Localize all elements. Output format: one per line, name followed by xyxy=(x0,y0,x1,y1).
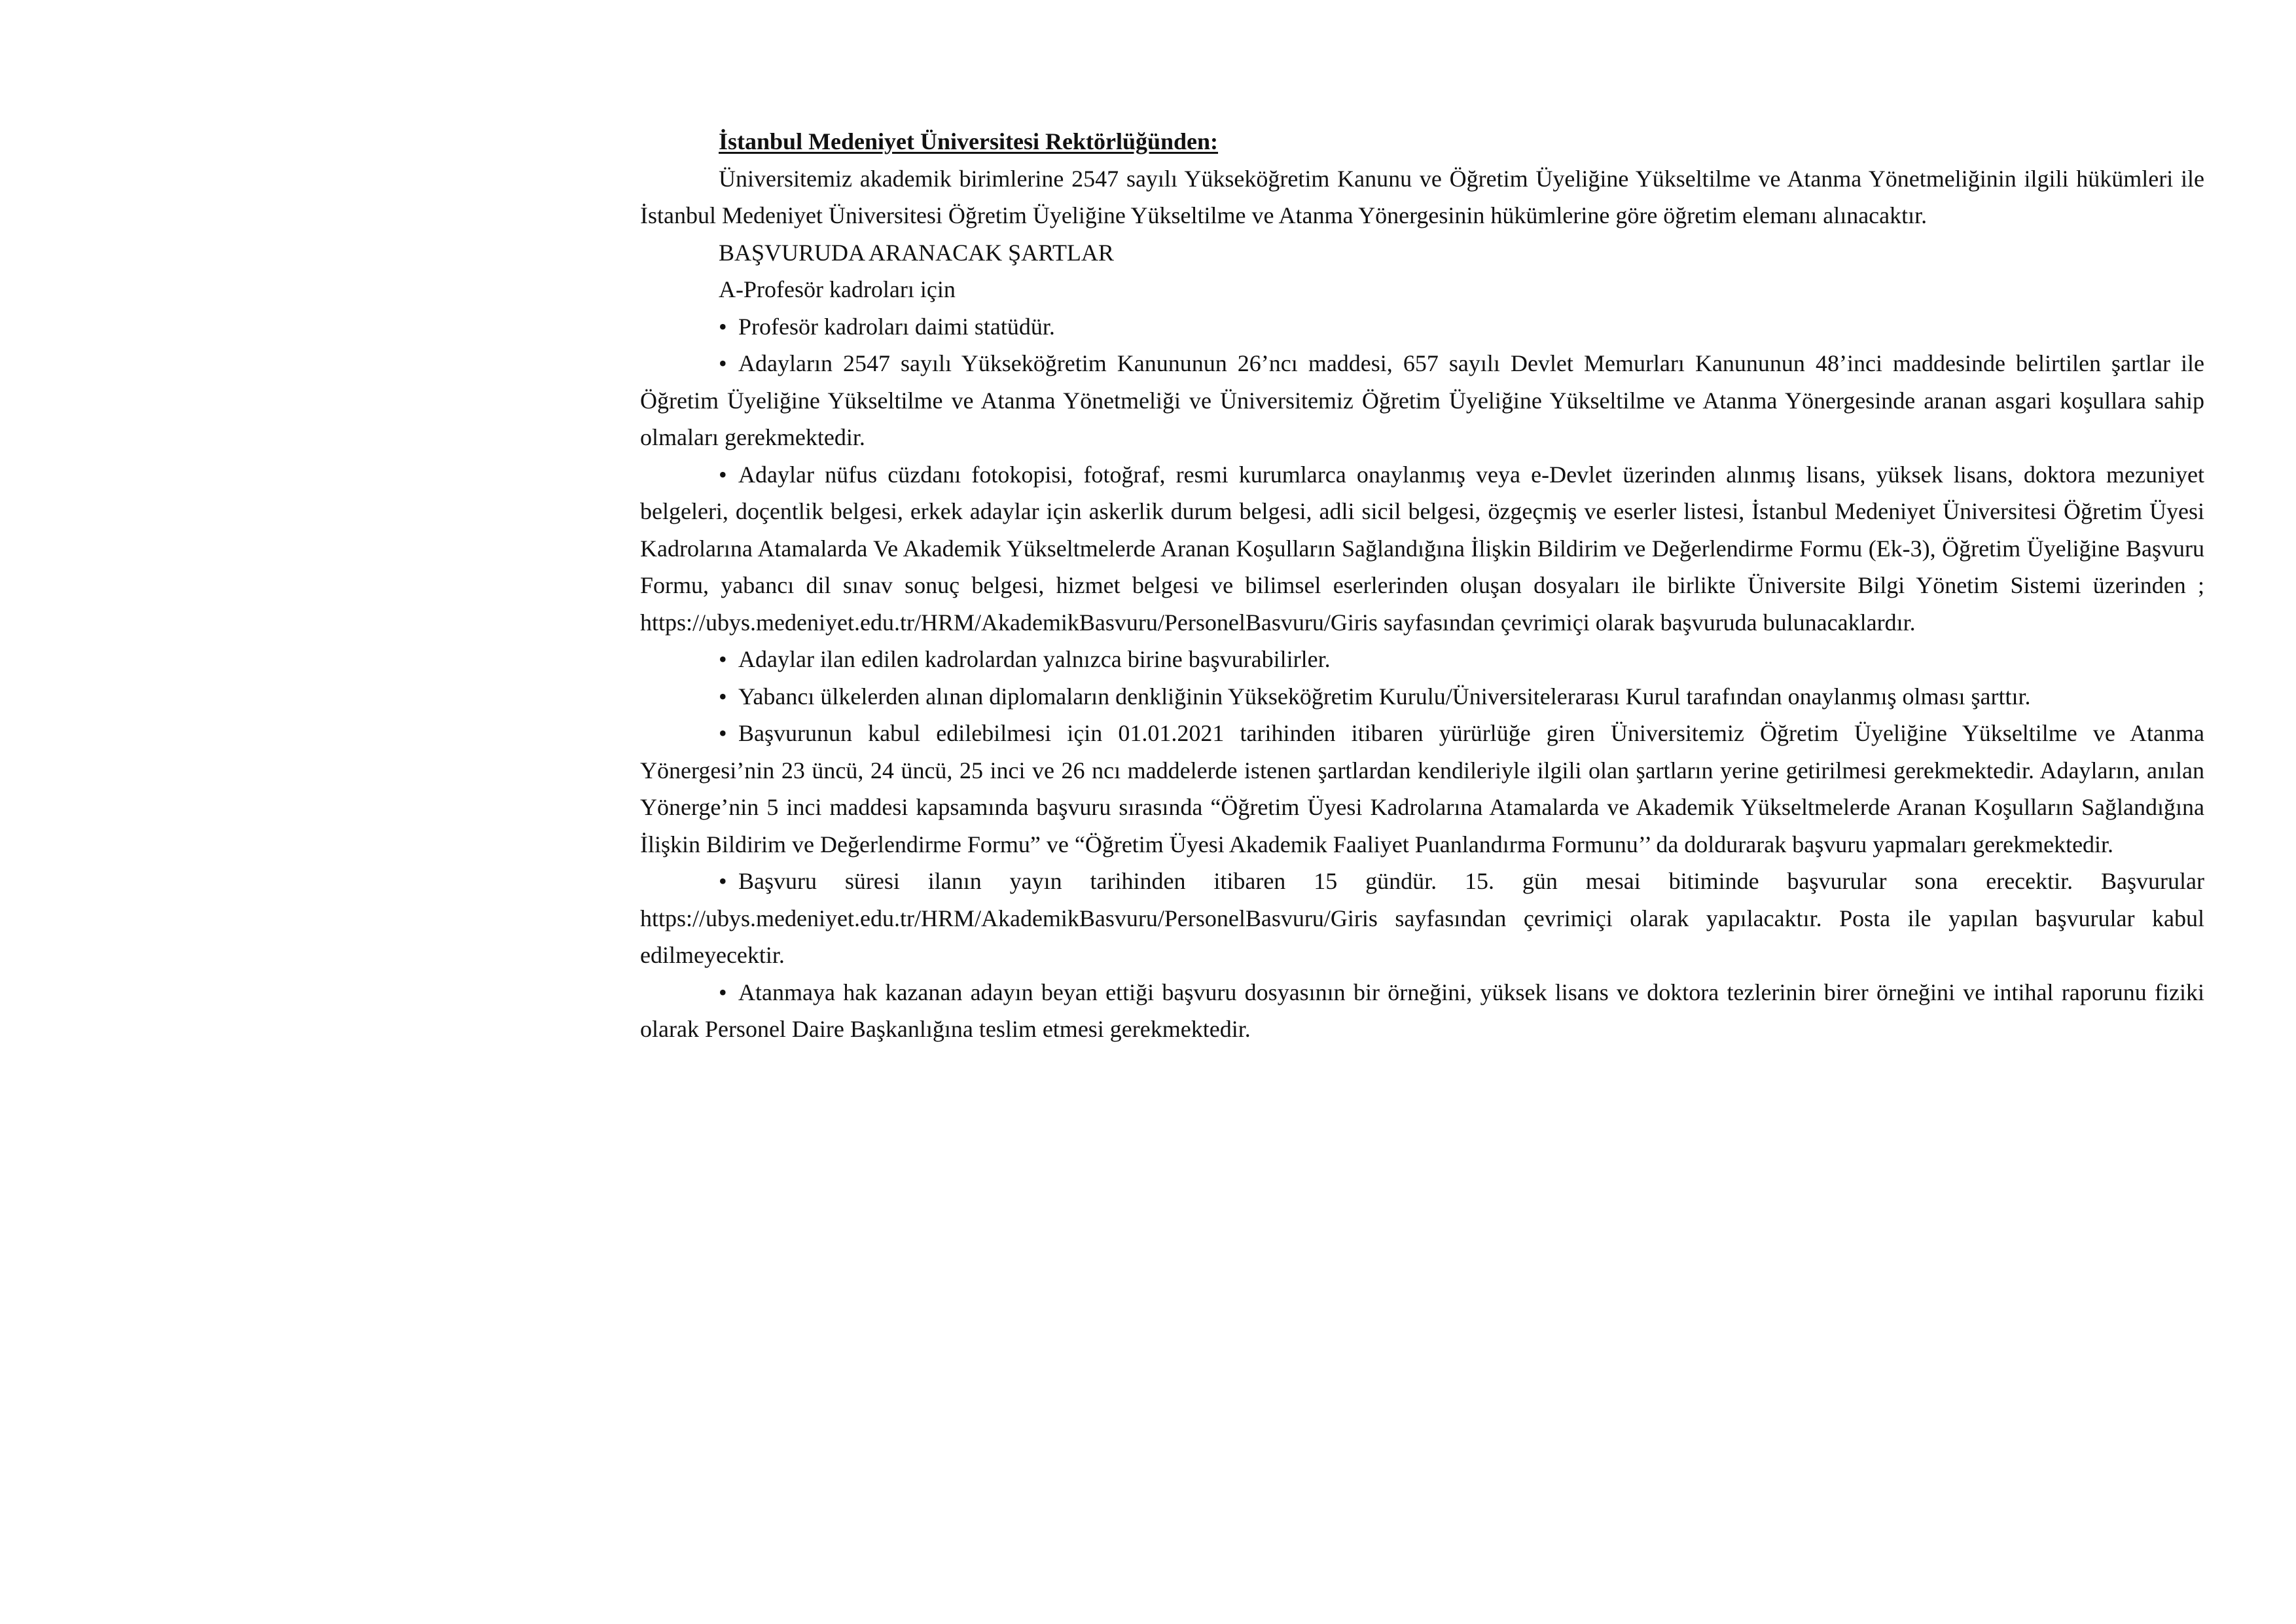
section-title: BAŞVURUDA ARANACAK ŞARTLAR xyxy=(719,239,1114,266)
bullet-item xyxy=(640,678,2204,715)
bullet-item xyxy=(640,863,2204,974)
document-page xyxy=(640,123,2204,1048)
subsection-title: A-Profesör kadroları için xyxy=(719,276,956,302)
bullet-icon: • xyxy=(719,683,727,710)
bullet-item xyxy=(640,641,2204,678)
bullet-icon: • xyxy=(719,868,727,894)
bullet-item xyxy=(640,345,2204,456)
bullet-item xyxy=(640,974,2204,1048)
bullet-icon: • xyxy=(719,646,727,672)
document-heading: İstanbul Medeniyet Üniversitesi Rektörlüğünden: xyxy=(719,128,1219,154)
bullet-icon: • xyxy=(719,313,727,340)
bullet-text: Adayların 2547 sayılı Yükseköğretim Kanununun 26’ncı maddesi, 657 sayılı Devlet Memurları Kanununun 48’inci maddesinde belirtilen şartlar ile Öğretim Üyeliğine Yükseltilme ve Atanma Yönetmeliği ve Üniversitemiz Öğretim Üyeliğine Yükseltilme ve Atanma Yönergesinde aranan asgari koşullara sahip olmaları gerekmektedir. xyxy=(640,350,2204,450)
bullet-icon: • xyxy=(719,461,727,488)
bullet-text: Atanmaya hak kazanan adayın beyan ettiği başvuru dosyasının bir örneğini, yüksek lisans ve doktora tezlerinin birer örneğini ve intihal raporunu fiziki olarak Personel Daire Başkanlığına teslim etmesi gerekmektedir. xyxy=(640,979,2204,1042)
bullet-icon: • xyxy=(719,720,727,746)
bullet-text: Yabancı ülkelerden alınan diplomaların denkliğinin Yükseköğretim Kurulu/Üniversitelerarası Kurul tarafından onaylanmış olması şarttır. xyxy=(738,683,2031,710)
bullet-text: Başvurunun kabul edilebilmesi için 01.01.2021 tarihinden itibaren yürürlüğe giren Üniversitemiz Öğretim Üyeliğine Yükseltilme ve Atanma Yönergesi’nin 23 üncü, 24 üncü, 25 inci ve 26 ncı maddelerde istenen şartlardan kendileriyle ilgili olan şartların yerine getirilmesi gerekmektedir. Adayların, anılan Yönerge’nin 5 inci maddesi kapsamında başvuru sırasında “Öğretim Üyesi Kadrolarına Atamalarda ve Akademik Yükseltmelerde Aranan Koşulların Sağlandığına İlişkin Bildirim ve Değerlendirme Formu” ve “Öğretim Üyesi Akademik Faaliyet Puanlandırma Formunu’’ da doldurarak başvuru yapmaları gerekmektedir. xyxy=(640,720,2204,857)
bullet-text: Adaylar nüfus cüzdanı fotokopisi, fotoğraf, resmi kurumlarca onaylanmış veya e-Devlet üzerinden alınmış lisans, yüksek lisans, doktora mezuniyet belgeleri, doçentlik belgesi, erkek adaylar için askerlik durum belgesi, adli sicil belgesi, özgeçmiş ve eserler listesi, İstanbul Medeniyet Üniversitesi Öğretim Üyesi Kadrolarına Atamalarda Ve Akademik Yükseltmelerde Aranan Koşulların Sağlandığına İlişkin Bildirim ve Değerlendirme Formu (Ek-3), Öğretim Üyeliğine Başvuru Formu, yabancı dil sınav sonuç belgesi, hizmet belgesi ve bilimsel eserlerinden oluşan dosyaları ile birlikte Üniversite Bilgi Yönetim Sistemi üzerinden ; https://ubys.medeniyet.edu.tr/HRM/AkademikBasvuru/PersonelBasvuru/Giris sayfasından çevrimiçi olarak başvuruda bulunacaklardır. xyxy=(640,461,2204,636)
bullet-text: Adaylar ilan edilen kadrolardan yalnızca birine başvurabilirler. xyxy=(738,646,1331,672)
bullet-icon: • xyxy=(719,979,727,1005)
bullet-item xyxy=(640,308,2204,346)
bullet-text: Başvuru süresi ilanın yayın tarihinden itibaren 15 gündür. 15. gün mesai bitiminde başvurular sona erecektir. Başvurular https://ubys.medeniyet.edu.tr/HRM/AkademikBasvuru/PersonelBasvuru/Giris sayfasından çevrimiçi olarak yapılacaktır. Posta ile yapılan başvurular kabul edilmeyecektir. xyxy=(640,868,2204,968)
bullet-icon: • xyxy=(719,350,727,376)
bullet-item xyxy=(640,715,2204,863)
intro-paragraph: Üniversitemiz akademik birimlerine 2547 sayılı Yükseköğretim Kanunu ve Öğretim Üyeliğine Yükseltilme ve Atanma Yönetmeliğinin ilgili hükümleri ile İstanbul Medeniyet Üniversitesi Öğretim Üyeliğine Yükseltilme ve Atanma Yönergesinin hükümlerine göre öğretim elemanı alınacaktır. xyxy=(640,165,2204,228)
bullet-item xyxy=(640,456,2204,641)
bullet-text: Profesör kadroları daimi statüdür. xyxy=(738,313,1055,340)
